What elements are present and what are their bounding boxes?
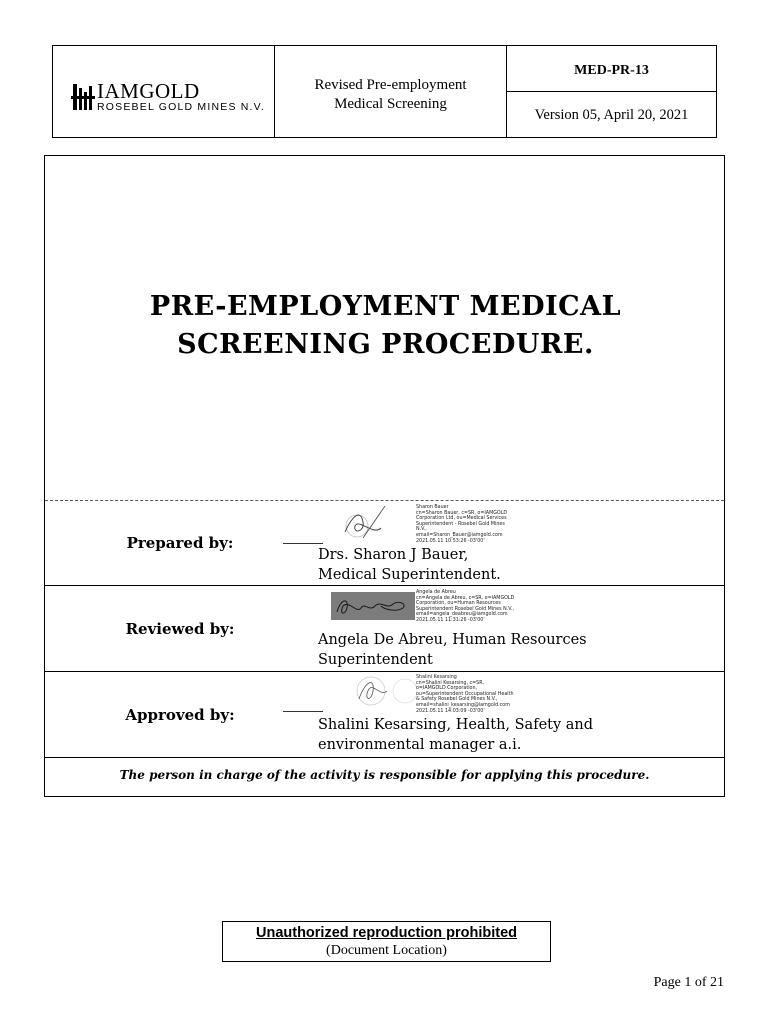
logo-name: IAMGOLD — [97, 79, 200, 103]
prepared-by-role: Medical Superintendent. — [318, 567, 501, 583]
reviewed-by-label: Reviewed by: — [125, 620, 235, 638]
approved-by-label: Approved by: — [125, 706, 235, 724]
signature-text-line: email=angela_deabreu@iamgold.com — [416, 612, 508, 618]
signature-text-line: email=Sharon_Bauer@iamgold.com — [416, 532, 503, 538]
page-title-line-2: SCREENING PROCEDURE. — [177, 329, 594, 360]
page-number: Page 1 of 21 — [653, 975, 724, 990]
signature-text-line: cn=Angela de Abreu, c=SR, o=IAMGOLD — [416, 595, 515, 601]
approved-signature-details — [416, 675, 556, 714]
approved-by-name: Shalini Kesarsing, Health, Safety and — [318, 717, 594, 733]
signature-text-line: o=IAMGOLD Corporation, — [416, 686, 478, 692]
signature-line — [283, 543, 323, 544]
document-version: Version 05, April 20, 2021 — [534, 107, 689, 123]
prepared-by-person — [318, 545, 718, 585]
signature-text-line: 2021.05.11 14:03:09 -03'00' — [416, 708, 485, 714]
divider — [45, 585, 724, 586]
signature-line — [283, 711, 323, 712]
divider — [45, 671, 724, 672]
main-block — [44, 155, 725, 797]
signature-text-line: email=shalini_kesarsing@iamgold.com — [416, 702, 510, 708]
signature-text-line: 2021.05.11 11:31:26 -03'00' — [416, 617, 485, 623]
document-code: MED-PR-13 — [507, 46, 716, 92]
footer-notice-box — [222, 921, 551, 962]
reviewed-by-person — [318, 630, 718, 670]
signature-text-line: Angela de Abreu — [416, 590, 456, 595]
signature-text-line: Sharon Bauer — [416, 505, 449, 510]
page-title — [45, 288, 726, 364]
responsibility-note: The person in charge of the activity is responsible for applying this procedure. — [119, 768, 650, 782]
page-title-line-1: PRE-EMPLOYMENT MEDICAL — [149, 291, 622, 322]
header-doc-title-line-2: Medical Screening — [334, 96, 447, 112]
prepared-by-name: Drs. Sharon J Bauer, — [318, 547, 469, 563]
signature-text-line: 2021.05.11 10:53:26 -03'00' — [416, 538, 485, 544]
logo-subtitle: ROSEBEL GOLD MINES N.V. — [97, 101, 266, 113]
approved-by-role: environmental manager a.i. — [318, 737, 522, 753]
company-logo — [71, 80, 271, 120]
document-location: (Document Location) — [326, 943, 447, 958]
reviewed-signature-icon — [331, 592, 415, 620]
signature-text-line: Shalini Kesarsing — [416, 675, 457, 680]
divider — [45, 757, 724, 758]
signature-text-line: N.V., — [416, 527, 427, 533]
approved-signature-icon — [341, 673, 417, 711]
prepared-signature-details — [416, 505, 556, 544]
header-doc-title-line-1: Revised Pre-employment — [314, 77, 467, 93]
signature-text-line: Corporation Ltd, ou=Medical Services — [416, 516, 507, 522]
signature-text-line: cn=Sharon Bauer, c=SR, o=IAMGOLD — [416, 510, 508, 516]
signature-text-line: cn=Shalini Kesarsing, c=SR, — [416, 680, 485, 686]
signature-text-line: ou=Superintendent Occupational Health — [416, 691, 514, 697]
logo-cell — [53, 46, 275, 137]
signature-text-line: Superintendent Rosebel Gold Mines N.V., — [416, 606, 514, 612]
logo-mark-icon — [71, 82, 95, 114]
signature-text-line: Superintendent - Rosebel Gold Mines — [416, 521, 505, 527]
reviewed-by-name: Angela De Abreu, Human Resources — [318, 632, 587, 648]
reviewed-signature-details — [416, 590, 556, 624]
signature-text-line: & Safety Rosebel Gold Mines N.V., — [416, 697, 498, 703]
reviewed-by-role: Superintendent — [318, 652, 433, 668]
divider — [45, 500, 724, 501]
prepared-by-label: Prepared by: — [126, 534, 234, 552]
header-doc-title — [275, 46, 507, 137]
approved-by-person — [318, 715, 718, 755]
signature-text-line: Corporation, ou=Human Resources — [416, 601, 501, 607]
document-header — [52, 45, 717, 138]
prepared-signature-icon — [333, 502, 413, 540]
reproduction-notice: Unauthorized reproduction prohibited — [256, 925, 517, 941]
